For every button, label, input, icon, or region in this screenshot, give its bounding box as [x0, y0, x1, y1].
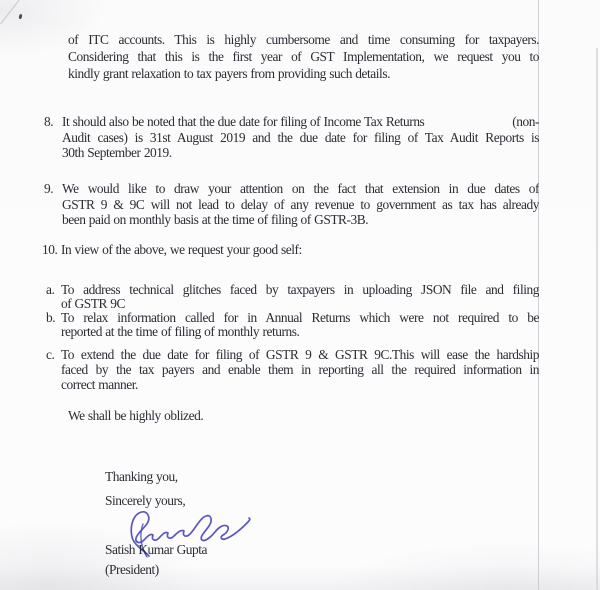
scan-crease-mark	[0, 0, 22, 24]
sublist-a-line-2: of GSTR 9C	[61, 296, 126, 312]
sublist-b-line-2: reported at the time of filing of monthly returns.	[61, 324, 300, 340]
sublist-c-line-3: correct manner.	[61, 377, 138, 393]
sublist-item-a-marker: a.	[46, 282, 55, 297]
item8-line-1: It should also be noted that the due date for filing of Income Tax Returns (non-	[62, 114, 539, 129]
sublist-b-line-1: To relax information called for in Annual Returns which were not required to be	[61, 311, 539, 325]
sublist-c-line-1: To extend the due date for filing of GSTR 9 & GSTR 9C.This will ease the hardship	[61, 347, 539, 362]
sublist-c-line-2: faced by the tax payers and enable them in reporting all the required information in	[61, 362, 539, 378]
item8-line-2: Audit cases) is 31st August 2019 and the due date for filing of Tax Audit Reports is	[62, 129, 539, 145]
scan-ink-speck	[18, 14, 22, 19]
sublist-item-b-marker: b.	[46, 310, 56, 325]
signatory-name: Satish Kumar Gupta	[105, 542, 208, 557]
intro-line-1: of ITC accounts. This is highly cumbersome and time consuming for taxpayers.	[68, 32, 539, 47]
sincerely-line: Sincerely yours,	[105, 493, 186, 508]
list-item-10-marker: 10.	[42, 242, 58, 257]
item9-line-3: been paid on monthly basis at the time of filing of GSTR-3B.	[62, 212, 369, 227]
signatory-title: (President)	[105, 562, 159, 577]
sublist-a-line-1: To address technical glitches faced by taxpayers in uploading JSON file and filing	[61, 283, 539, 297]
sublist-item-c-marker: c.	[46, 347, 55, 362]
item8-line-3: 30th September 2019.	[62, 145, 172, 160]
scan-page-edge-line	[596, 48, 598, 590]
intro-line-2: Considering that this is the first year of GST Implementation, we request you to	[68, 49, 539, 65]
list-item-8-marker: 8.	[44, 114, 54, 129]
intro-line-3: kindly grant relaxation to tax payers from providing such details.	[68, 66, 390, 82]
intro-paragraph	[68, 31, 539, 83]
item10-line-1: In view of the above, we request your good self:	[61, 242, 302, 257]
list-item-9-marker: 9.	[44, 181, 54, 196]
item9-line-2: GSTR 9 & 9C will not lead to delay of any revenue to government as tax has already	[62, 196, 539, 212]
item9-line-1: We would like to draw your attention on the fact that extension in due dates of	[62, 181, 539, 196]
thanking-line: Thanking you,	[105, 469, 178, 484]
obliged-line: We shall be highly oblized.	[68, 408, 204, 423]
